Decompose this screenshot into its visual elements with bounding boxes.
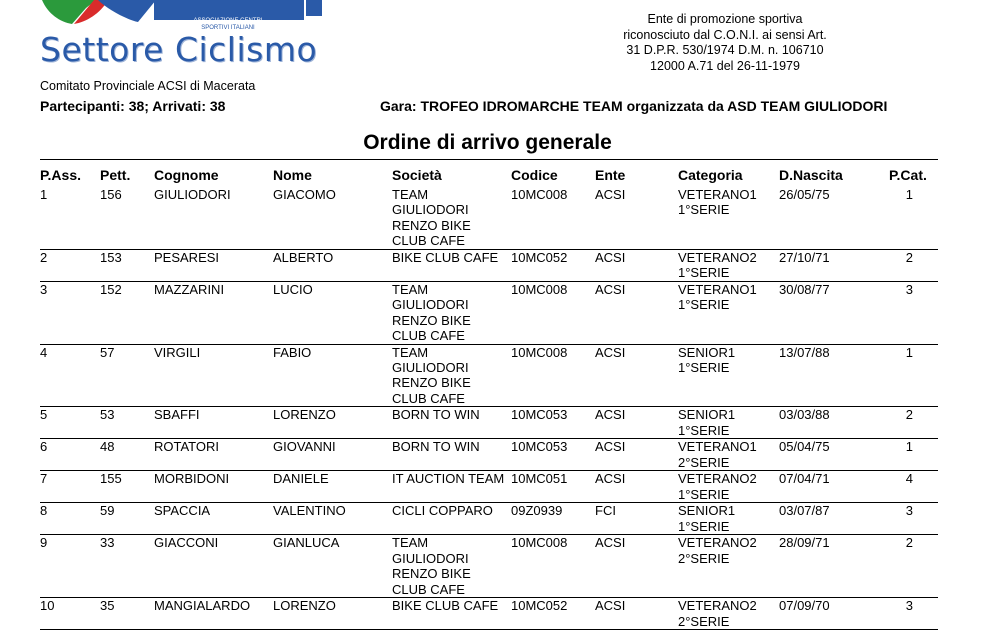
cell-codice: 10MC008 bbox=[511, 281, 568, 297]
cell-cognome: GIACCONI bbox=[154, 535, 219, 551]
cell-nascita: 05/04/75 bbox=[779, 439, 830, 455]
cell-cognome: MANGIALARDO bbox=[154, 598, 251, 614]
cell-pett: 59 bbox=[100, 503, 115, 519]
cell-nascita: 13/07/88 bbox=[779, 344, 830, 360]
cell-societa-line: GIULIODORI bbox=[392, 202, 469, 218]
cell-categoria-line: VETERANO2 bbox=[678, 249, 757, 265]
cell-nome: LUCIO bbox=[273, 281, 313, 297]
cell-nome: LORENZO bbox=[273, 598, 336, 614]
cell-societa-line: GIULIODORI bbox=[392, 360, 469, 375]
col-header-nome: Nome bbox=[273, 167, 312, 183]
cell-nascita: 07/04/71 bbox=[779, 471, 830, 487]
cell-ente: ACSI bbox=[595, 344, 626, 360]
cell-pass: 9 bbox=[40, 535, 48, 551]
cell-societa-line: BIKE CLUB CAFE bbox=[392, 598, 499, 614]
cell-pcat: 2 bbox=[905, 535, 913, 551]
cell-pcat: 2 bbox=[905, 407, 913, 423]
cell-cognome: SPACCIA bbox=[154, 503, 211, 519]
cell-codice: 10MC008 bbox=[511, 535, 568, 551]
cell-categoria-line: 1°SERIE bbox=[678, 422, 730, 438]
ente-line: riconosciuto dal C.O.N.I. ai sensi Art. bbox=[623, 27, 827, 42]
cell-ente: FCI bbox=[595, 503, 616, 519]
cell-nome: LORENZO bbox=[273, 407, 336, 423]
cell-pcat: 3 bbox=[905, 598, 913, 614]
col-header-cognome: Cognome bbox=[154, 167, 219, 183]
cell-cognome: GIULIODORI bbox=[154, 187, 231, 202]
cell-categoria-line: 2°SERIE bbox=[678, 454, 730, 470]
cell-codice: 10MC008 bbox=[511, 344, 568, 360]
cell-categoria-line: 1°SERIE bbox=[678, 360, 730, 375]
cell-societa-line: TEAM bbox=[392, 344, 429, 360]
page-title bbox=[0, 131, 983, 155]
cell-nascita: 27/10/71 bbox=[779, 249, 830, 265]
cell-societa-line: BIKE CLUB CAFE bbox=[392, 249, 499, 265]
cell-societa bbox=[392, 535, 471, 597]
cell-codice: 10MC052 bbox=[511, 249, 568, 265]
cell-pcat: 3 bbox=[905, 281, 913, 297]
cell-categoria-line: VETERANO1 bbox=[678, 281, 757, 297]
partecipanti: Partecipanti: 38; Arrivati: 38 bbox=[40, 98, 226, 114]
cell-pett: 33 bbox=[100, 535, 115, 551]
cell-pass: 6 bbox=[40, 439, 48, 455]
cell-societa-line: GIULIODORI bbox=[392, 550, 469, 566]
cell-cognome: ROTATORI bbox=[154, 439, 219, 455]
cell-categoria-line: 1°SERIE bbox=[678, 486, 730, 502]
cell-categoria-line: 1°SERIE bbox=[678, 297, 730, 313]
cell-nascita: 30/08/77 bbox=[779, 281, 830, 297]
cell-cognome: PESARESI bbox=[154, 249, 220, 265]
cell-pett: 53 bbox=[100, 407, 115, 423]
cell-ente: ACSI bbox=[595, 535, 626, 551]
cell-societa-line: RENZO BIKE bbox=[392, 375, 471, 391]
cell-categoria-line: 1°SERIE bbox=[678, 265, 730, 281]
cell-societa-line: BORN TO WIN bbox=[392, 439, 480, 455]
cell-codice: 10MC053 bbox=[511, 407, 568, 423]
cell-pcat: 1 bbox=[905, 344, 913, 360]
cell-societa-line: BORN TO WIN bbox=[392, 407, 480, 423]
cell-pass: 5 bbox=[40, 407, 48, 423]
cell-cognome: MORBIDONI bbox=[154, 471, 230, 487]
cell-categoria bbox=[678, 535, 757, 566]
cell-cognome: VIRGILI bbox=[154, 344, 201, 360]
cell-categoria-line: SENIOR1 bbox=[678, 407, 736, 423]
cell-nome: GIACOMO bbox=[273, 187, 336, 202]
col-header-categoria: Categoria bbox=[678, 167, 743, 183]
cell-pcat: 3 bbox=[905, 503, 913, 519]
cell-pass: 4 bbox=[40, 344, 48, 360]
cell-categoria bbox=[678, 407, 735, 438]
cell-categoria bbox=[678, 439, 757, 470]
comitato: Comitato Provinciale ACSI di Macerata bbox=[40, 79, 256, 93]
cell-pett: 35 bbox=[100, 598, 115, 614]
cell-pett: 156 bbox=[100, 187, 122, 202]
cell-cognome: SBAFFI bbox=[154, 407, 200, 423]
cell-pass: 10 bbox=[40, 598, 55, 614]
cell-societa-line: CLUB CAFE bbox=[392, 233, 465, 249]
cell-societa bbox=[392, 187, 471, 249]
cell-codice: 09Z0939 bbox=[511, 503, 563, 519]
cell-codice: 10MC051 bbox=[511, 471, 568, 487]
cell-societa-line: RENZO BIKE bbox=[392, 217, 471, 233]
cell-pett: 153 bbox=[100, 249, 122, 265]
cell-nascita: 07/09/70 bbox=[779, 598, 830, 614]
cell-societa bbox=[392, 407, 480, 422]
col-header-pett: Pett. bbox=[100, 167, 131, 183]
cell-societa-line: GIULIODORI bbox=[392, 297, 469, 313]
cell-pcat: 1 bbox=[905, 187, 913, 202]
cell-nascita: 03/07/87 bbox=[779, 503, 830, 519]
cell-pass: 8 bbox=[40, 503, 48, 519]
col-header-pcat: P.Cat. bbox=[889, 167, 927, 183]
gara-title: Gara: TROFEO IDROMARCHE TEAM organizzata da ASD TEAM GIULIODORI bbox=[380, 98, 888, 114]
cell-categoria bbox=[678, 503, 735, 534]
cell-nome: VALENTINO bbox=[273, 503, 346, 519]
cell-ente: ACSI bbox=[595, 249, 626, 265]
col-header-ente: Ente bbox=[595, 167, 626, 183]
cell-pass: 1 bbox=[40, 187, 48, 202]
cell-societa-line: CLUB CAFE bbox=[392, 390, 465, 406]
cell-societa-line: TEAM bbox=[392, 281, 429, 297]
cell-categoria bbox=[678, 282, 757, 313]
col-header-codice: Codice bbox=[511, 167, 558, 183]
cell-codice: 10MC052 bbox=[511, 598, 568, 614]
cell-categoria-line: 1°SERIE bbox=[678, 518, 730, 534]
cell-nome: DANIELE bbox=[273, 471, 329, 487]
cell-nascita: 26/05/75 bbox=[779, 187, 830, 202]
cell-societa bbox=[392, 282, 471, 344]
ente-line: 31 D.P.R. 530/1974 D.M. n. 106710 bbox=[626, 43, 824, 57]
cell-societa bbox=[392, 598, 498, 613]
cell-societa-line: RENZO BIKE bbox=[392, 566, 471, 582]
cell-nome: FABIO bbox=[273, 344, 312, 360]
cell-societa-line: CLUB CAFE bbox=[392, 328, 465, 344]
cell-pett: 152 bbox=[100, 281, 122, 297]
cell-pass: 3 bbox=[40, 281, 48, 297]
cell-societa-line: CLUB CAFE bbox=[392, 581, 465, 597]
cell-ente: ACSI bbox=[595, 598, 626, 614]
cell-codice: 10MC008 bbox=[511, 187, 568, 202]
cell-categoria bbox=[678, 598, 757, 629]
cell-codice: 10MC053 bbox=[511, 439, 568, 455]
cell-categoria bbox=[678, 250, 757, 281]
cell-societa-line: IT AUCTION TEAM bbox=[392, 471, 505, 487]
col-header-pass: P.Ass. bbox=[40, 167, 81, 183]
cell-pcat: 4 bbox=[905, 471, 913, 487]
cell-categoria-line: VETERANO1 bbox=[678, 187, 757, 202]
logo-org-line1: ASSOCIAZIONE CENTRI bbox=[193, 18, 263, 24]
cell-categoria bbox=[678, 471, 757, 502]
cell-categoria-line: SENIOR1 bbox=[678, 503, 736, 519]
cell-societa-line: TEAM bbox=[392, 187, 429, 202]
cell-cognome: MAZZARINI bbox=[154, 281, 225, 297]
cell-societa-line: TEAM bbox=[392, 535, 429, 551]
cell-categoria bbox=[678, 345, 735, 376]
cell-nome: GIANLUCA bbox=[273, 535, 340, 551]
title-divider bbox=[40, 159, 938, 160]
cell-categoria-line: VETERANO2 bbox=[678, 471, 757, 487]
cell-nascita: 28/09/71 bbox=[779, 535, 830, 551]
ente-info bbox=[595, 12, 855, 74]
cell-pett: 48 bbox=[100, 439, 115, 455]
col-header-nascita: D.Nascita bbox=[779, 167, 843, 183]
cell-societa bbox=[392, 439, 480, 454]
cell-categoria-line: 2°SERIE bbox=[678, 613, 730, 629]
cell-categoria-line: VETERANO2 bbox=[678, 535, 757, 551]
cell-categoria bbox=[678, 187, 757, 218]
col-header-societa: Società bbox=[392, 167, 442, 183]
cell-societa bbox=[392, 250, 498, 265]
cell-societa bbox=[392, 345, 471, 407]
cell-ente: ACSI bbox=[595, 407, 626, 423]
ente-line: Ente di promozione sportiva bbox=[647, 12, 803, 26]
cell-categoria-line: VETERANO1 bbox=[678, 439, 757, 455]
cell-nascita: 03/03/88 bbox=[779, 407, 830, 423]
cell-categoria-line: 1°SERIE bbox=[678, 202, 730, 218]
cell-pass: 7 bbox=[40, 471, 48, 487]
cell-pett: 57 bbox=[100, 344, 115, 360]
cell-ente: ACSI bbox=[595, 471, 626, 487]
cell-nome: ALBERTO bbox=[273, 249, 334, 265]
cell-ente: ACSI bbox=[595, 187, 626, 202]
cell-pass: 2 bbox=[40, 249, 48, 265]
cell-pcat: 1 bbox=[905, 439, 913, 455]
cell-societa-line: RENZO BIKE bbox=[392, 312, 471, 328]
cell-nome: GIOVANNI bbox=[273, 439, 336, 455]
logo-org-line2: SPORTIVI ITALIANI bbox=[201, 25, 255, 31]
ente-line: 12000 A.71 del 26-11-1979 bbox=[650, 58, 800, 73]
cell-societa-line: CICLI COPPARO bbox=[392, 503, 493, 519]
cell-societa bbox=[392, 503, 493, 518]
cell-categoria-line: 2°SERIE bbox=[678, 550, 730, 566]
cell-categoria-line: SENIOR1 bbox=[678, 344, 736, 360]
cell-pett: 155 bbox=[100, 471, 122, 487]
cell-societa bbox=[392, 471, 504, 486]
cell-categoria-line: VETERANO2 bbox=[678, 598, 757, 614]
cell-ente: ACSI bbox=[595, 281, 626, 297]
logo-title: Settore Ciclismo bbox=[40, 30, 318, 69]
cell-ente: ACSI bbox=[595, 439, 626, 455]
cell-pcat: 2 bbox=[905, 249, 913, 265]
page-title-text: Ordine di arrivo generale bbox=[363, 131, 612, 154]
